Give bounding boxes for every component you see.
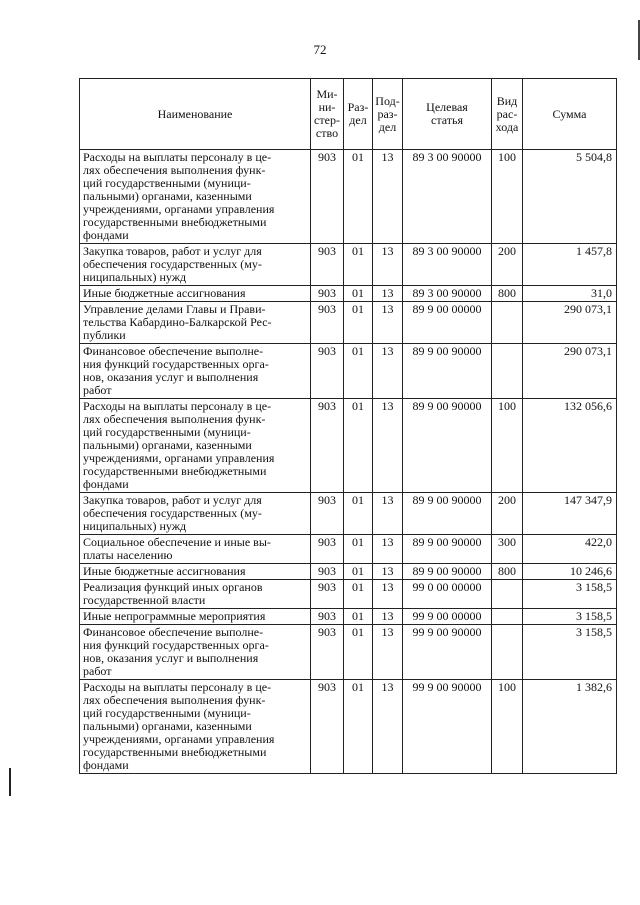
cell-ministry: 903 <box>311 580 344 609</box>
cell-target: 99 9 00 90000 <box>403 680 492 774</box>
cell-ministry: 903 <box>311 609 344 625</box>
cell-sum: 10 246,6 <box>523 564 617 580</box>
cell-ministry: 903 <box>311 244 344 286</box>
table-row <box>80 625 617 680</box>
scan-margin-mark <box>9 768 11 796</box>
cell-sum: 290 073,1 <box>523 344 617 399</box>
table-row <box>80 286 617 302</box>
cell-subsection: 13 <box>373 609 403 625</box>
cell-name: Реализация функций иных органов государственной власти <box>80 580 311 609</box>
cell-type: 800 <box>492 564 523 580</box>
table-row <box>80 535 617 564</box>
header-section: Раз- дел <box>344 79 373 150</box>
header-row <box>80 79 617 150</box>
cell-type <box>492 625 523 680</box>
cell-type <box>492 580 523 609</box>
cell-name: Расходы на выплаты персоналу в це- лях обеспечения выполнения функ- ций государственными (муници- пальными) органами, казенными учреждениями, органами управления государственными внебюджетными фондами <box>80 399 311 493</box>
cell-section: 01 <box>344 564 373 580</box>
cell-subsection: 13 <box>373 680 403 774</box>
table-row <box>80 580 617 609</box>
cell-subsection: 13 <box>373 302 403 344</box>
cell-section: 01 <box>344 399 373 493</box>
cell-ministry: 903 <box>311 535 344 564</box>
header-expense-type: Вид рас- хода <box>492 79 523 150</box>
cell-subsection: 13 <box>373 535 403 564</box>
cell-subsection: 13 <box>373 493 403 535</box>
cell-ministry: 903 <box>311 680 344 774</box>
cell-ministry: 903 <box>311 286 344 302</box>
cell-section: 01 <box>344 609 373 625</box>
header-sum: Сумма <box>523 79 617 150</box>
cell-target: 89 9 00 90000 <box>403 344 492 399</box>
cell-target: 99 0 00 00000 <box>403 580 492 609</box>
cell-type: 200 <box>492 244 523 286</box>
cell-sum: 290 073,1 <box>523 302 617 344</box>
cell-name: Иные бюджетные ассигнования <box>80 564 311 580</box>
cell-target: 89 9 00 00000 <box>403 302 492 344</box>
cell-subsection: 13 <box>373 564 403 580</box>
cell-section: 01 <box>344 580 373 609</box>
cell-section: 01 <box>344 680 373 774</box>
cell-ministry: 903 <box>311 399 344 493</box>
cell-section: 01 <box>344 344 373 399</box>
table-row <box>80 399 617 493</box>
cell-ministry: 903 <box>311 493 344 535</box>
table-row <box>80 493 617 535</box>
cell-name: Расходы на выплаты персоналу в це- лях обеспечения выполнения функ- ций государственными (муници- пальными) органами, казенными учреждениями, органами управления государственными внебюджетными фондами <box>80 680 311 774</box>
cell-name: Иные бюджетные ассигнования <box>80 286 311 302</box>
cell-sum: 1 382,6 <box>523 680 617 774</box>
cell-type: 200 <box>492 493 523 535</box>
cell-section: 01 <box>344 302 373 344</box>
table-row <box>80 564 617 580</box>
table-row <box>80 609 617 625</box>
cell-name: Финансовое обеспечение выполне- ния функций государственных орга- нов, оказания услуг и выполнения работ <box>80 625 311 680</box>
cell-section: 01 <box>344 286 373 302</box>
cell-target: 89 3 00 90000 <box>403 150 492 244</box>
cell-subsection: 13 <box>373 399 403 493</box>
cell-subsection: 13 <box>373 625 403 680</box>
cell-subsection: 13 <box>373 580 403 609</box>
cell-sum: 3 158,5 <box>523 580 617 609</box>
cell-target: 99 9 00 00000 <box>403 609 492 625</box>
table-row <box>80 344 617 399</box>
cell-name: Управление делами Главы и Прави- тельства Кабардино-Балкарской Рес- публики <box>80 302 311 344</box>
cell-subsection: 13 <box>373 244 403 286</box>
cell-name: Закупка товаров, работ и услуг для обеспечения государственных (му- ниципальных) нужд <box>80 244 311 286</box>
cell-type: 100 <box>492 399 523 493</box>
cell-target: 99 9 00 90000 <box>403 625 492 680</box>
header-ministry: Ми- ни- стер- ство <box>311 79 344 150</box>
cell-target: 89 9 00 90000 <box>403 535 492 564</box>
cell-sum: 3 158,5 <box>523 625 617 680</box>
cell-target: 89 9 00 90000 <box>403 399 492 493</box>
cell-ministry: 903 <box>311 564 344 580</box>
cell-section: 01 <box>344 244 373 286</box>
cell-type <box>492 609 523 625</box>
cell-section: 01 <box>344 150 373 244</box>
cell-subsection: 13 <box>373 150 403 244</box>
cell-ministry: 903 <box>311 302 344 344</box>
cell-target: 89 9 00 90000 <box>403 493 492 535</box>
cell-type: 300 <box>492 535 523 564</box>
cell-target: 89 3 00 90000 <box>403 244 492 286</box>
cell-sum: 147 347,9 <box>523 493 617 535</box>
cell-subsection: 13 <box>373 344 403 399</box>
header-target: Целевая статья <box>403 79 492 150</box>
cell-name: Иные непрограммные мероприятия <box>80 609 311 625</box>
cell-ministry: 903 <box>311 625 344 680</box>
cell-ministry: 903 <box>311 150 344 244</box>
cell-sum: 3 158,5 <box>523 609 617 625</box>
budget-table <box>79 78 617 774</box>
cell-section: 01 <box>344 493 373 535</box>
page-number: 72 <box>313 42 327 57</box>
cell-type: 800 <box>492 286 523 302</box>
cell-type <box>492 302 523 344</box>
cell-type <box>492 344 523 399</box>
cell-ministry: 903 <box>311 344 344 399</box>
table-row <box>80 302 617 344</box>
table-row <box>80 680 617 774</box>
cell-target: 89 9 00 90000 <box>403 564 492 580</box>
cell-name: Закупка товаров, работ и услуг для обеспечения государственных (му- ниципальных) нужд <box>80 493 311 535</box>
cell-target: 89 3 00 90000 <box>403 286 492 302</box>
cell-section: 01 <box>344 625 373 680</box>
cell-sum: 1 457,8 <box>523 244 617 286</box>
cell-sum: 31,0 <box>523 286 617 302</box>
header-subsection: Под- раз- дел <box>373 79 403 150</box>
cell-type: 100 <box>492 150 523 244</box>
header-name: Наименование <box>80 79 311 150</box>
cell-name: Расходы на выплаты персоналу в це- лях обеспечения выполнения функ- ций государственными (муници- пальными) органами, казенными учреждениями, органами управления государственными внебюджетными фондами <box>80 150 311 244</box>
cell-sum: 132 056,6 <box>523 399 617 493</box>
cell-type: 100 <box>492 680 523 774</box>
cell-section: 01 <box>344 535 373 564</box>
cell-name: Социальное обеспечение и иные вы- платы населению <box>80 535 311 564</box>
cell-subsection: 13 <box>373 286 403 302</box>
table-row <box>80 150 617 244</box>
table-row <box>80 244 617 286</box>
cell-sum: 5 504,8 <box>523 150 617 244</box>
cell-name: Финансовое обеспечение выполне- ния функций государственных орга- нов, оказания услуг и выполнения работ <box>80 344 311 399</box>
cell-sum: 422,0 <box>523 535 617 564</box>
